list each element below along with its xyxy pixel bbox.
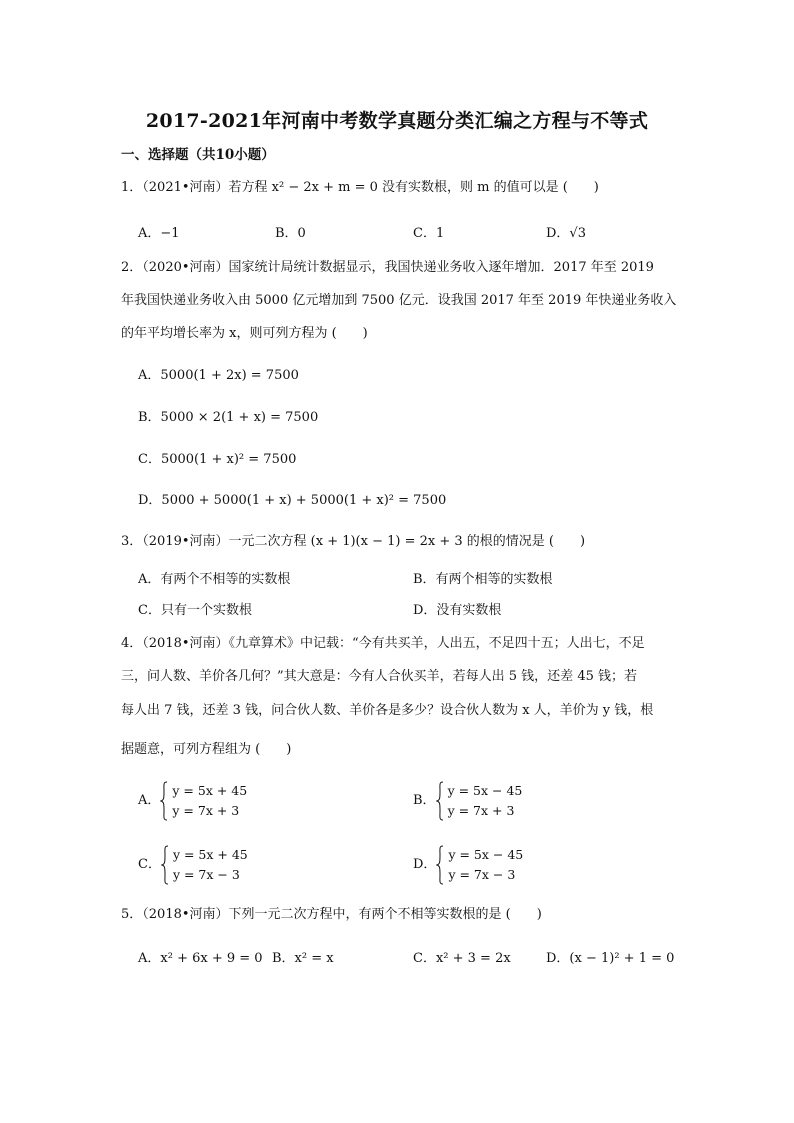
q1-option-d: D．√3	[546, 226, 586, 241]
brace-icon	[436, 845, 444, 885]
page-title: 2017-2021年河南中考数学真题分类汇编之方程与不等式	[145, 110, 649, 132]
section-heading: 一、选择题（共10小题）	[121, 147, 275, 163]
q3-option-a: A．有两个不相等的实数根	[138, 572, 291, 587]
q4-option-d-system	[436, 845, 523, 885]
q4-option-b-system	[436, 781, 523, 821]
q5-option-d: D．(x − 1)² + 1 = 0	[546, 951, 675, 966]
brace-icon	[160, 781, 168, 821]
question-3-text: 3．（2019•河南）一元二次方程 (x + 1)(x − 1) = 2x + 3 的根的情况是 ( )	[121, 534, 586, 549]
q1-option-b: B．0	[275, 226, 306, 241]
q5-option-c: C．x² + 3 = 2x	[413, 951, 511, 966]
q4-option-b-eq1: y = 5x − 45	[447, 783, 523, 798]
q4-option-c-label: C．	[138, 857, 161, 872]
q4-option-d-eq1: y = 5x − 45	[448, 847, 524, 862]
question-1-text: 1．（2021•河南）若方程 x² − 2x + m = 0 没有实数根，则 m 的值可以是 ( )	[121, 180, 599, 195]
q4-option-c-system	[161, 845, 248, 885]
q4-option-a-eq1: y = 5x + 45	[172, 783, 248, 798]
q4-option-c-eq1: y = 5x + 45	[172, 847, 248, 862]
q3-option-b: B．有两个相等的实数根	[413, 572, 553, 587]
q4-option-b-eq2: y = 7x + 3	[447, 803, 515, 818]
q2-option-b: B．5000 × 2(1 + x) = 7500	[138, 410, 319, 425]
q4-option-d-eq2: y = 7x − 3	[448, 867, 516, 882]
q5-option-a: A．x² + 6x + 9 = 0	[138, 951, 263, 966]
q5-option-b: B．x² = x	[272, 951, 334, 966]
brace-icon	[436, 781, 444, 821]
question-4-line-4: 据题意，可列方程组为 ( )	[121, 742, 292, 757]
question-2-line-3: 的年平均增长率为 x，则可列方程为 ( )	[121, 326, 368, 341]
q4-option-a-label: A．	[138, 793, 161, 808]
q4-option-d	[413, 845, 523, 885]
q4-option-b	[413, 781, 522, 821]
question-4-line-3: 每人出 7 钱，还差 3 钱，问合伙人数、羊价各是多少？设合伙人数为 x 人，羊价为 y 钱，根	[121, 703, 654, 718]
q3-option-c: C．只有一个实数根	[138, 603, 252, 618]
q2-option-d: D．5000 + 5000(1 + x) + 5000(1 + x)² = 7500	[138, 493, 447, 508]
q4-option-a-eq2: y = 7x + 3	[172, 803, 240, 818]
q4-option-d-label: D．	[413, 857, 437, 872]
question-2-line-1: 2．（2020•河南）国家统计局统计数据显示，我国快递业务收入逐年增加．2017 年至 2019	[121, 260, 654, 275]
q2-option-a: A．5000(1 + 2x) = 7500	[138, 368, 299, 383]
q4-option-c	[138, 845, 248, 885]
q4-option-a-system	[160, 781, 247, 821]
q3-option-d: D．没有实数根	[413, 603, 502, 618]
question-4-line-2: 三，问人数、羊价各几何？”其大意是：今有人合伙买羊，若每人出 5 钱，还差 45 钱；若	[121, 669, 637, 684]
q1-option-a: A．−1	[138, 226, 180, 241]
question-4-line-1: 4．（2018•河南）《九章算术》中记载：“今有共买羊，人出五，不足四十五；人出七，不足	[121, 636, 645, 651]
q2-option-c: C．5000(1 + x)² = 7500	[138, 452, 297, 467]
q1-option-c: C．1	[413, 226, 445, 241]
q4-option-c-eq2: y = 7x − 3	[172, 867, 240, 882]
question-2-line-2: 年我国快递业务收入由 5000 亿元增加到 7500 亿元．设我国 2017 年至 2019 年快递业务收入	[121, 293, 677, 308]
question-5-text: 5．（2018•河南）下列一元二次方程中，有两个不相等实数根的是 ( )	[121, 907, 542, 922]
q4-option-b-label: B．	[413, 793, 436, 808]
q4-option-a	[138, 781, 247, 821]
brace-icon	[161, 845, 169, 885]
